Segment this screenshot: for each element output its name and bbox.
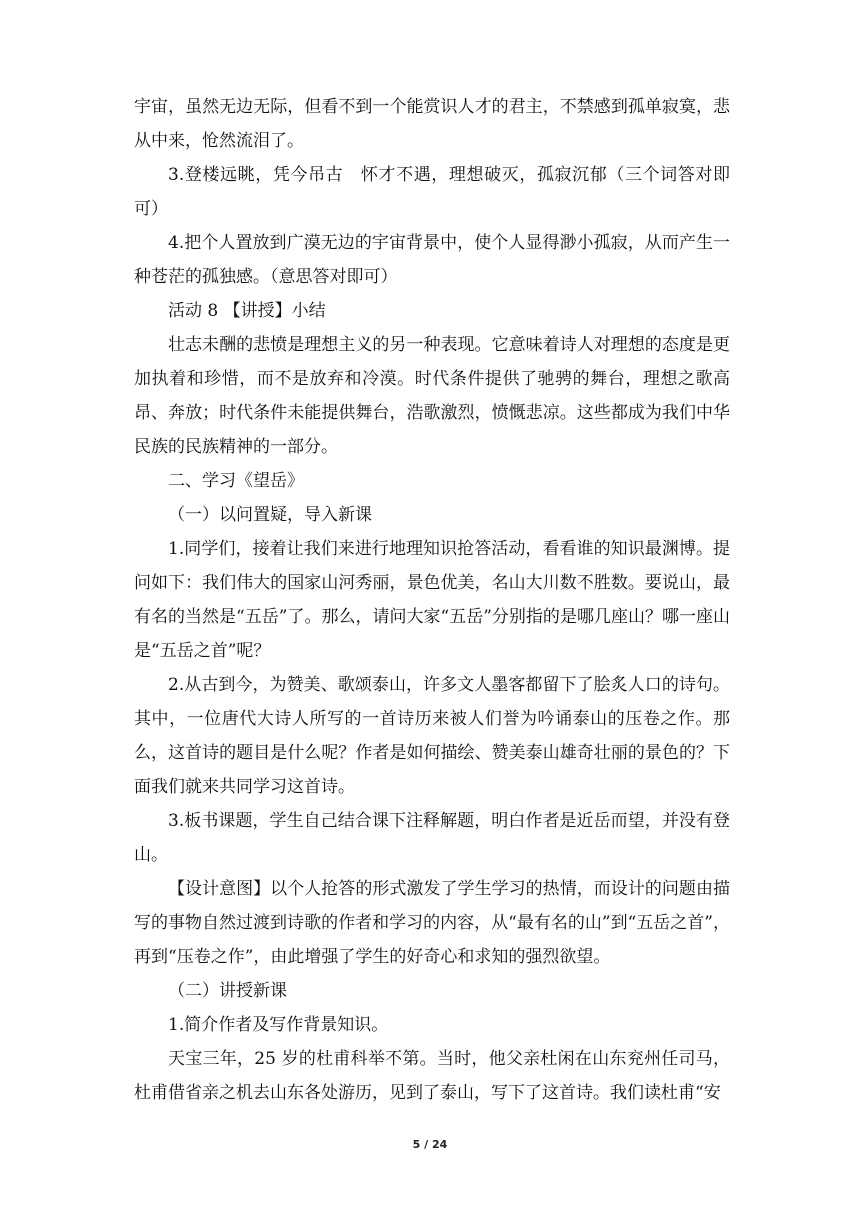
design-intent-paragraph: 【设计意图】以个人抢答的形式激发了学生学习的热情，而设计的问题由描写的事物自然过渡到诗歌的作者和学习的内容，从“最有名的山”到“五岳之首”，再到“压卷之作”，由此增强了学生的好奇心和求知的强烈欲望。 (134, 879, 730, 967)
document-body (134, 90, 730, 1110)
paragraph-question-1: 1.同学们，接着让我们来进行地理知识抢答活动，看看谁的知识最渊博。提问如下：我们伟大的国家山河秀丽，景色优美，名山大川数不胜数。要说山，最有名的当然是“五岳”了。那么，请问大家“五岳”分别指的是哪几座山？哪一座山是“五岳之首”呢？ (134, 539, 730, 661)
paragraph-question-3: 3.板书课题，学生自己结合课下注释解题，明白作者是近岳而望，并没有登山。 (134, 811, 730, 865)
paragraph-3: 4.把个人置放到广漠无边的宇宙背景中，使个人显得渺小孤寂，从而产生一种苍茫的孤独感。（意思答对即可） (134, 233, 730, 287)
paragraph-background: 天宝三年，25 岁的杜甫科举不第。当时，他父亲杜闲在山东兖州任司马，杜甫借省亲之机去山东各处游历，见到了泰山，写下了这首诗。我们读杜甫“安 (134, 1049, 730, 1103)
paragraph-question-2: 2.从古到今，为赞美、歌颂泰山，许多文人墨客都留下了脍炙人口的诗句。其中，一位唐代大诗人所写的一首诗历来被人们誉为吟诵泰山的压卷之作。那么，这首诗的题目是什么呢？作者是如何描绘、赞美泰山雄奇壮丽的景色的？下面我们就来共同学习这首诗。 (134, 675, 730, 797)
subsection-heading-2: （二）讲授新课 (168, 981, 287, 1001)
page-number: 5 / 24 (412, 1138, 448, 1151)
section-heading: 二、学习《望岳》 (168, 471, 304, 491)
subsection-heading-1: （一）以问置疑，导入新课 (168, 505, 372, 525)
paragraph-summary: 壮志未酬的悲愤是理想主义的另一种表现。它意味着诗人对理想的态度是更加执着和珍惜，而不是放弃和冷漠。时代条件提供了驰骋的舞台，理想之歌高昂、奔放；时代条件未能提供舞台，浩歌激烈，愤慨悲凉。这些都成为我们中华民族的民族精神的一部分。 (134, 335, 730, 457)
paragraph-2: 3.登楼远眺，凭今吊古 怀才不遇，理想破灭，孤寂沉郁（三个词答对即可） (134, 165, 730, 219)
activity-heading: 活动 8 【讲授】小结 (168, 301, 326, 321)
paragraph-author-intro: 1.简介作者及写作背景知识。 (168, 1015, 389, 1035)
paragraph-1: 宇宙，虽然无边无际，但看不到一个能赏识人才的君主，不禁感到孤单寂寞，悲从中来，怆然流泪了。 (134, 97, 730, 151)
